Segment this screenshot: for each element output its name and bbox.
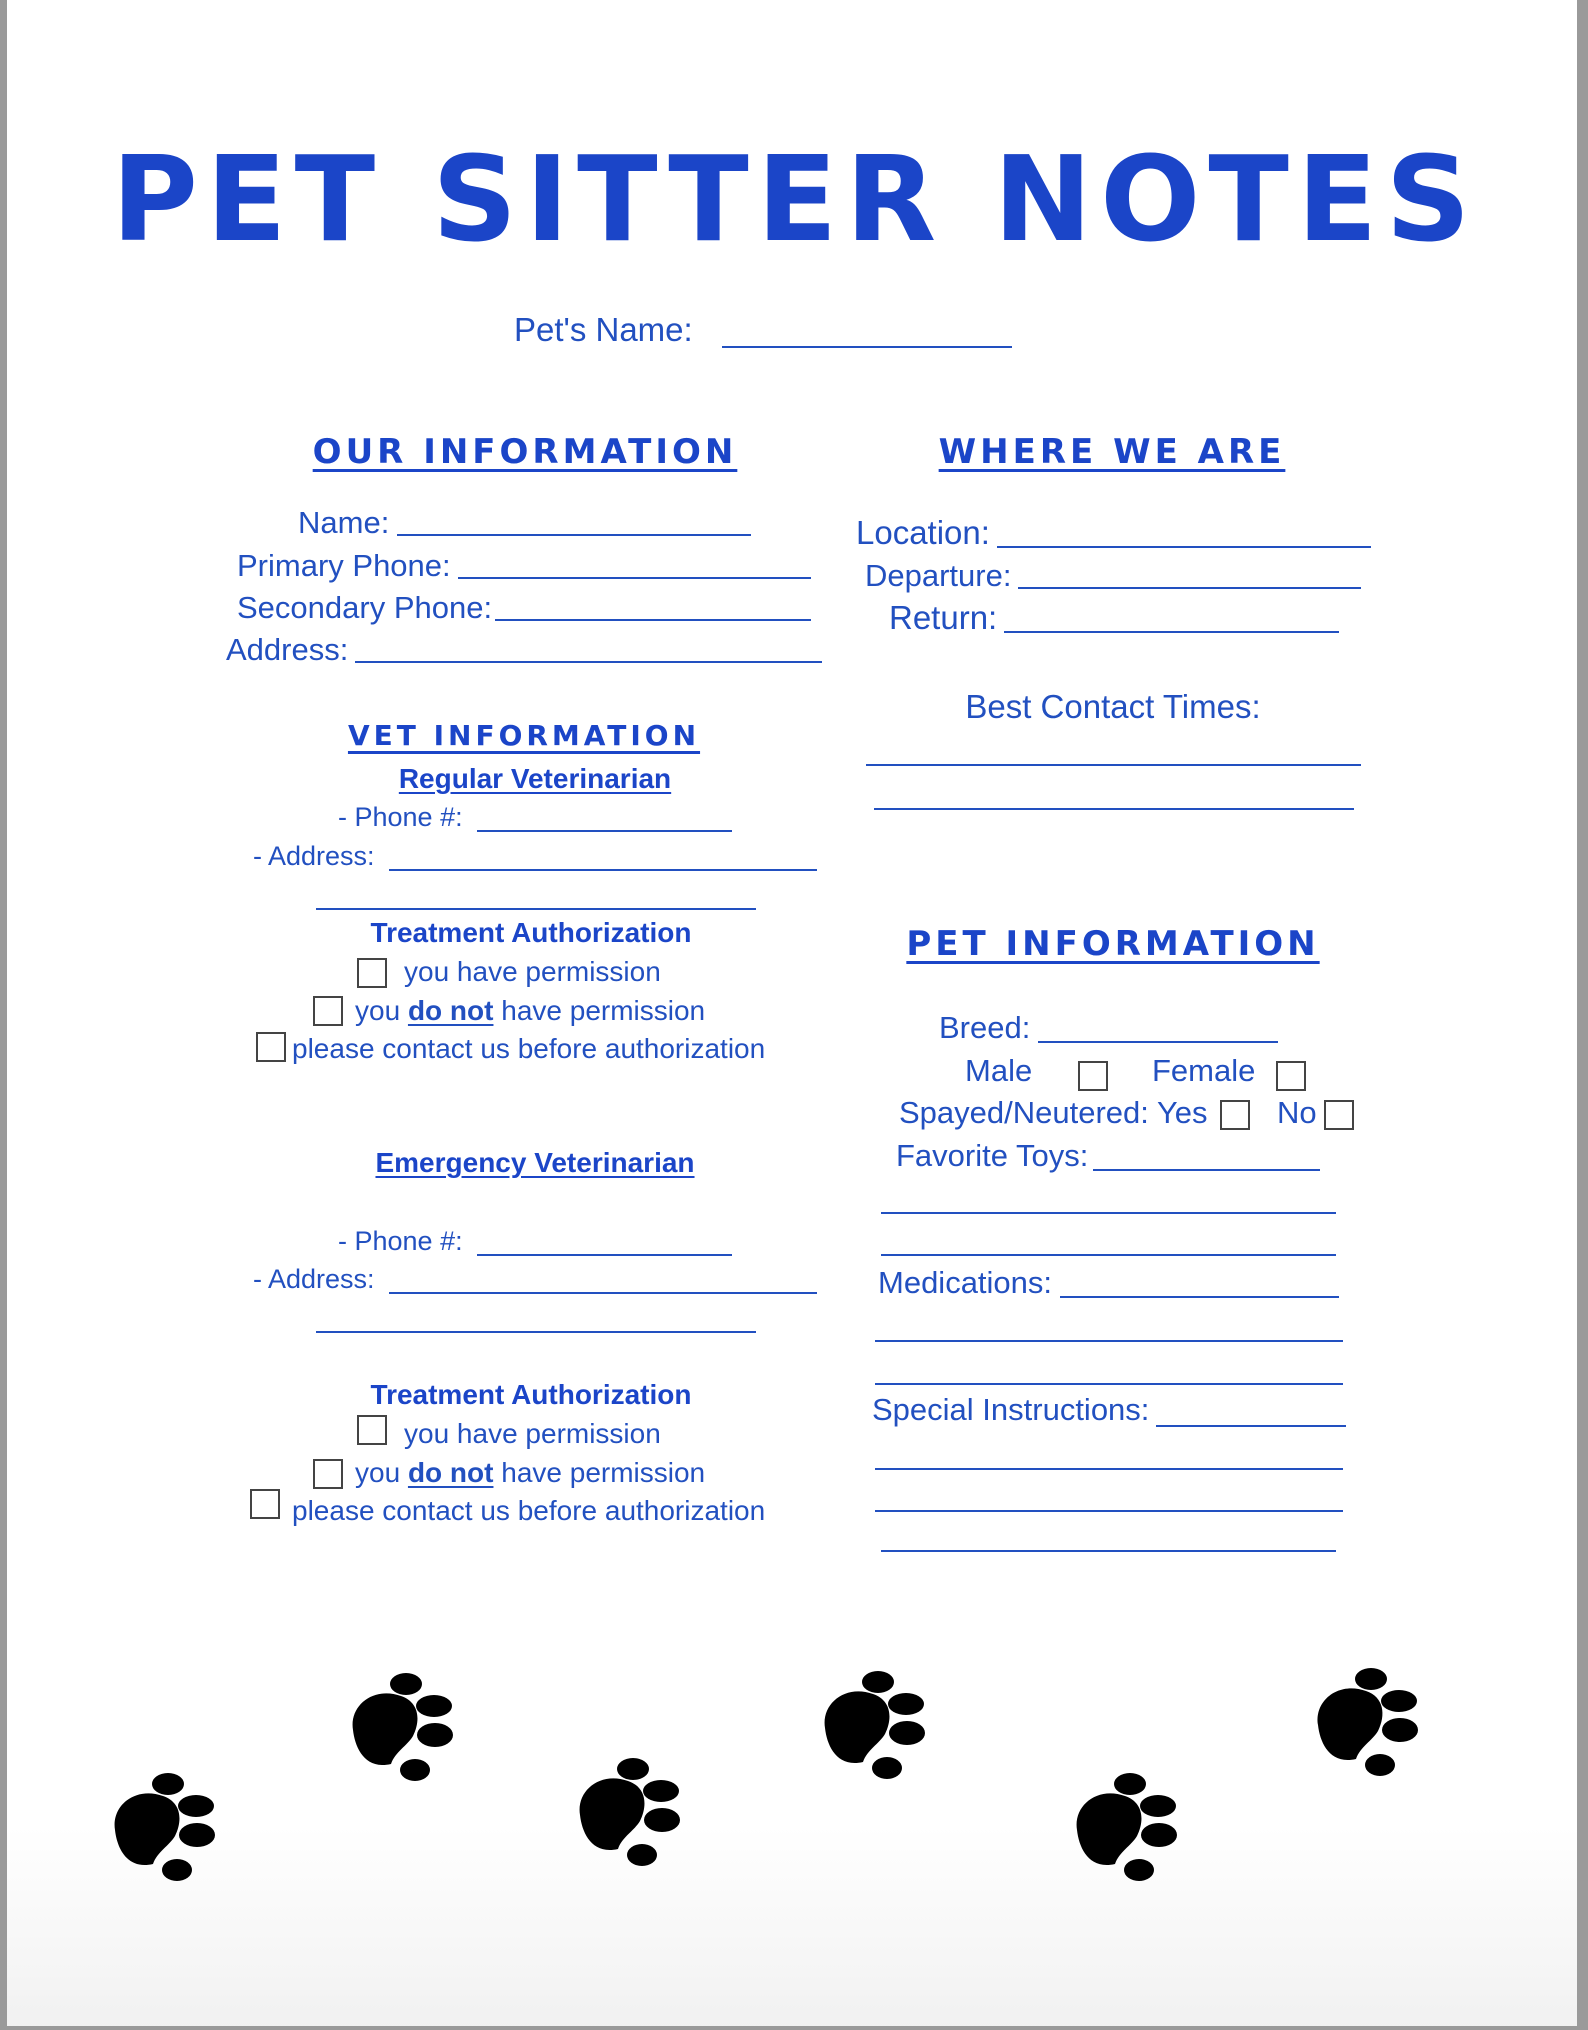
favorite-toys-field[interactable] bbox=[1093, 1169, 1320, 1171]
special-instructions-label: Special Instructions: bbox=[872, 1392, 1150, 1427]
page-title: PET SITTER NOTES bbox=[111, 130, 1479, 268]
medications-field[interactable] bbox=[1060, 1296, 1339, 1298]
regular-vet-address-label: - Address: bbox=[253, 841, 375, 871]
name-field[interactable] bbox=[397, 534, 751, 536]
address-field[interactable] bbox=[355, 661, 822, 663]
regular-no-permission-label bbox=[355, 997, 705, 1025]
pet-name-label: Pet's Name: bbox=[514, 311, 693, 348]
vet-information-heading: VET INFORMATION bbox=[347, 719, 701, 752]
emergency-contact-checkbox[interactable] bbox=[250, 1489, 280, 1519]
favorite-toys-field-2[interactable] bbox=[881, 1212, 1336, 1214]
emergency-permission-label: you have permission bbox=[404, 1418, 661, 1449]
return-label: Return: bbox=[889, 599, 998, 636]
emergency-no-permission-post: have permission bbox=[501, 1457, 706, 1488]
paw-print-icon bbox=[1303, 1665, 1433, 1785]
departure-field[interactable] bbox=[1018, 587, 1361, 589]
regular-vet-treatment-title: Treatment Authorization bbox=[370, 917, 692, 948]
name-label: Name: bbox=[298, 505, 390, 540]
regular-vet-address-field-2[interactable] bbox=[316, 908, 756, 910]
regular-no-permission-checkbox[interactable] bbox=[313, 996, 343, 1026]
regular-vet-phone-label: - Phone #: bbox=[338, 802, 463, 832]
paw-print-icon bbox=[100, 1770, 230, 1890]
emergency-vet-phone-label: - Phone #: bbox=[338, 1226, 463, 1256]
best-contact-times-field-1[interactable] bbox=[866, 764, 1361, 766]
pet-information-heading: PET INFORMATION bbox=[906, 924, 1320, 964]
regular-vet-address-field[interactable] bbox=[389, 869, 817, 871]
regular-permission-label: you have permission bbox=[404, 956, 661, 987]
primary-phone-label: Primary Phone: bbox=[237, 548, 451, 583]
special-instructions-field-4[interactable] bbox=[881, 1550, 1336, 1552]
address-label: Address: bbox=[226, 632, 349, 667]
best-contact-times-label: Best Contact Times: bbox=[965, 688, 1261, 725]
regular-vet-phone-field[interactable] bbox=[477, 830, 732, 832]
special-instructions-field-2[interactable] bbox=[875, 1468, 1343, 1470]
emergency-permission-checkbox[interactable] bbox=[357, 1415, 387, 1445]
departure-label: Departure: bbox=[865, 558, 1012, 593]
emergency-vet-title: Emergency Veterinarian bbox=[375, 1147, 695, 1178]
regular-no-permission-pre: you bbox=[355, 995, 401, 1026]
female-checkbox[interactable] bbox=[1276, 1061, 1306, 1091]
secondary-phone-label: Secondary Phone: bbox=[237, 590, 493, 625]
emergency-no-permission-label bbox=[355, 1459, 705, 1487]
paw-print-icon bbox=[1062, 1770, 1192, 1890]
regular-no-permission-post: have permission bbox=[501, 995, 706, 1026]
male-checkbox[interactable] bbox=[1078, 1061, 1108, 1091]
medications-field-3[interactable] bbox=[875, 1383, 1343, 1385]
spayed-no-checkbox[interactable] bbox=[1324, 1100, 1354, 1130]
regular-do-not-emphasis: do not bbox=[407, 995, 494, 1026]
male-label: Male bbox=[965, 1053, 1033, 1088]
our-information-heading: OUR INFORMATION bbox=[312, 432, 738, 472]
return-field[interactable] bbox=[1004, 631, 1339, 633]
breed-field[interactable] bbox=[1038, 1041, 1278, 1043]
where-we-are-heading: WHERE WE ARE bbox=[938, 432, 1286, 472]
emergency-vet-address-label: - Address: bbox=[253, 1264, 375, 1294]
location-field[interactable] bbox=[997, 546, 1371, 548]
emergency-vet-treatment-title: Treatment Authorization bbox=[370, 1379, 692, 1410]
best-contact-times-field-2[interactable] bbox=[874, 808, 1354, 810]
location-label: Location: bbox=[856, 514, 990, 551]
emergency-no-permission-checkbox[interactable] bbox=[313, 1459, 343, 1489]
paw-print-icon bbox=[565, 1755, 695, 1875]
paw-print-icon bbox=[338, 1670, 468, 1790]
regular-contact-checkbox[interactable] bbox=[256, 1032, 286, 1062]
pet-name-field[interactable] bbox=[722, 346, 1012, 348]
regular-vet-title: Regular Veterinarian bbox=[398, 763, 672, 794]
secondary-phone-field[interactable] bbox=[495, 619, 811, 621]
emergency-do-not-emphasis: do not bbox=[407, 1457, 494, 1488]
special-instructions-field-3[interactable] bbox=[875, 1510, 1343, 1512]
emergency-vet-address-field-2[interactable] bbox=[316, 1331, 756, 1333]
emergency-vet-address-field[interactable] bbox=[389, 1292, 817, 1294]
favorite-toys-label: Favorite Toys: bbox=[896, 1138, 1089, 1173]
breed-label: Breed: bbox=[939, 1010, 1031, 1045]
spayed-neutered-label: Spayed/Neutered: Yes bbox=[899, 1095, 1208, 1130]
medications-label: Medications: bbox=[878, 1265, 1053, 1300]
paw-print-icon bbox=[810, 1668, 940, 1788]
medications-field-2[interactable] bbox=[875, 1340, 1343, 1342]
emergency-contact-label: please contact us before authorization bbox=[292, 1495, 766, 1526]
special-instructions-field[interactable] bbox=[1156, 1425, 1346, 1427]
primary-phone-field[interactable] bbox=[458, 577, 811, 579]
emergency-no-permission-pre: you bbox=[355, 1457, 401, 1488]
spayed-yes-checkbox[interactable] bbox=[1220, 1100, 1250, 1130]
regular-contact-label: please contact us before authorization bbox=[292, 1033, 766, 1064]
female-label: Female bbox=[1152, 1053, 1256, 1088]
regular-permission-checkbox[interactable] bbox=[357, 958, 387, 988]
spayed-no-label: No bbox=[1277, 1095, 1317, 1130]
favorite-toys-field-3[interactable] bbox=[881, 1254, 1336, 1256]
emergency-vet-phone-field[interactable] bbox=[477, 1254, 732, 1256]
